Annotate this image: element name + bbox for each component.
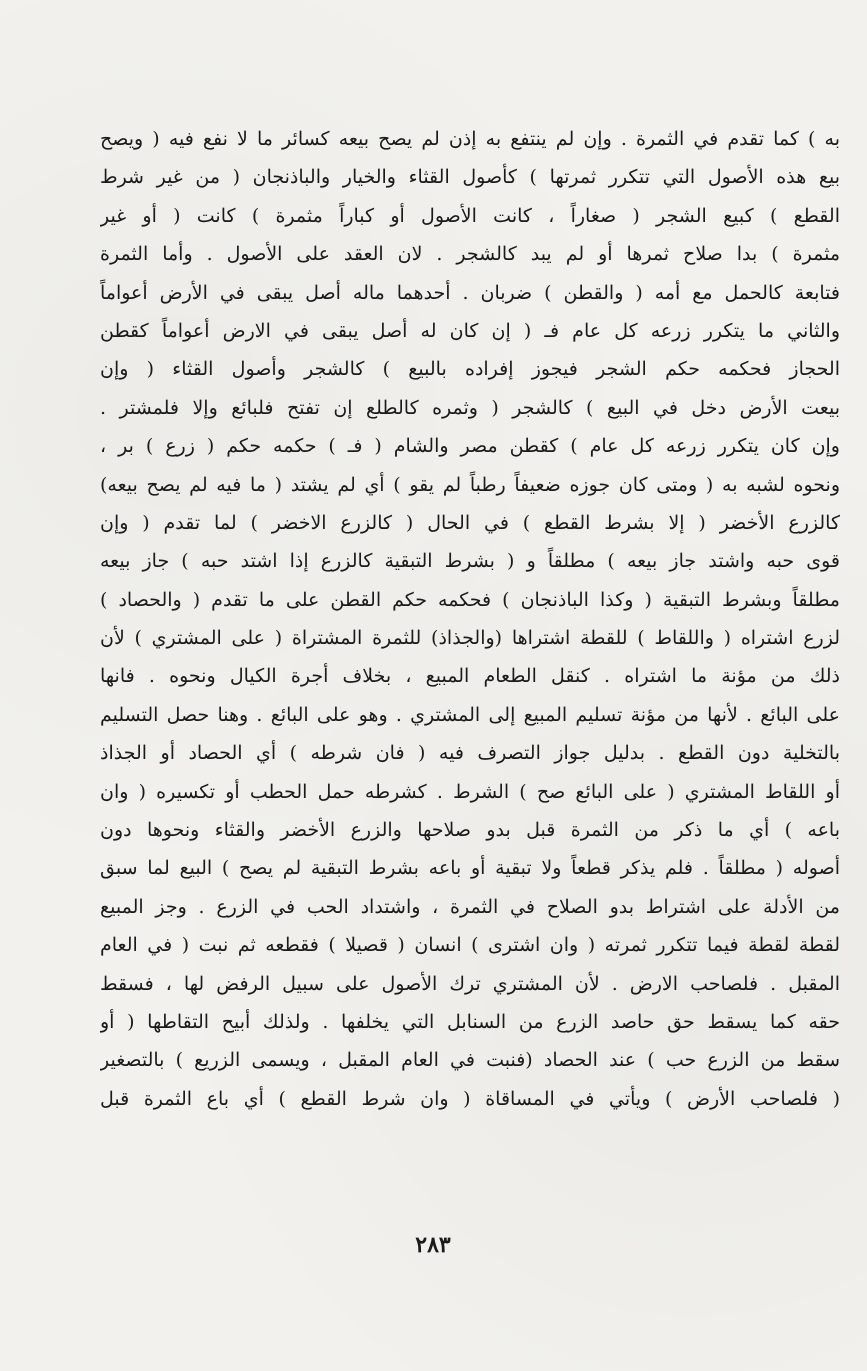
page-number: ٢٨٣	[415, 1232, 451, 1258]
text-line: بالتخلية دون القطع . بدليل جواز التصرف فيه ( فان شرطه ) أي الحصاد أو الجذاذ	[100, 742, 840, 765]
text-line: وإن كان يتكرر زرعه كل عام ) كقطن مصر والشام ( فـ ) حكمه حكم ( زرع ) بر ،	[100, 435, 840, 458]
body-text	[100, 120, 840, 1118]
text-line: من الأدلة على اشتراط بدو الصلاح في الثمرة ، واشتداد الحب في الزرع . وجز المبيع	[100, 895, 840, 918]
text-line: به ) كما تقدم في الثمرة . وإن لم ينتفع به إذن لم يصح بيعه كسائر ما لا نفع فيه ( ويصح	[100, 128, 840, 150]
text-line: حقه كما يسقط حق حاصد الزرع من السنابل التي يخلفها . ولذلك أبيح التقاطها ( أو	[100, 1010, 840, 1033]
text-line: سقط من الزرع حب ) عند الحصاد (فنبت في العام المقبل ، ويسمى الزريع ) بالتصغير	[100, 1049, 840, 1072]
text-line: لقطة لقطة فيما تتكرر ثمرته ( وان اشترى ) انسان ( قصيلا ) فقطعه ثم نبت ( في العام	[100, 934, 840, 957]
text-line: ونحوه لشبه به ( ومتى كان جوزه ضعيفاً رطباً لم يقو ) أي لم يشتد ( ما فيه لم يصح بيعه)	[100, 473, 840, 496]
text-line: الحجاز فحكمه حكم الشجر فيجوز إفراده بالبيع ) كالشجر وأصول القثاء ( وإن	[100, 358, 840, 381]
text-line: أو اللقاط المشتري ( على البائع صح ) الشرط . كشرطه حمل الحطب أو تكسيره ( وان	[100, 780, 840, 803]
text-line: مطلقاً وبشرط التبقية ( وكذا الباذنجان ) فحكمه حكم القطن على ما تقدم ( والحصاد )	[100, 588, 840, 611]
text-line: أصوله ( مطلقاً . فلم يذكر قطعاً ولا تبقية أو باعه بشرط التبقية لم يصح ) البيع لما سبق	[100, 857, 840, 880]
text-line: باعه ) أي ما ذكر من الثمرة قبل بدو صلاحها والزرع الأخضر والقثاء ونحوها دون	[100, 819, 840, 842]
text-line: والثاني ما يتكرر زرعه كل عام فـ ( إن كان له أصل يبقى في الارض أعواماً كقطن	[100, 319, 840, 342]
text-line: مثمرة ) بدا صلاح ثمرها أو لم يبد كالشجر . لان العقد على الأصول . وأما الثمرة	[100, 243, 840, 266]
text-line: ذلك من مؤنة ما اشتراه . كنقل الطعام المبيع ، بخلاف أجرة الكيال ونحوه . فانها	[100, 665, 840, 688]
text-line: بيعت الأرض دخل في البيع ) كالشجر ( وثمره كالطلع إن تفتح فلبائع وإلا فلمشتر .	[100, 396, 840, 419]
text-line: فتابعة كالحمل مع أمه ( والقطن ) ضربان . أحدهما ماله أصل يبقى في الأرض أعواماً	[100, 281, 840, 304]
text-line: ( فلصاحب الأرض ) ويأتي في المساقاة ( وان شرط القطع ) أي باع الثمرة قبل	[100, 1087, 840, 1110]
text-line: بيع هذه الأصول التي تتكرر ثمرتها ) كأصول القثاء والخيار والباذنجان ( من غير شرط	[100, 166, 840, 189]
text-line: على البائع . لأنها من مؤنة تسليم المبيع إلى المشتري . وهو على البائع . وهنا حصل التسليم	[100, 703, 840, 726]
text-line: المقبل . فلصاحب الارض . لأن المشتري ترك الأصول على سبيل الرفض لها ، فسقط	[100, 972, 840, 995]
text-line: كالزرع الأخضر ( إلا بشرط القطع ) في الحال ( كالزرع الاخضر ) لما تقدم ( وإن	[100, 511, 840, 534]
text-line: القطع ) كبيع الشجر ( صغاراً ، كانت الأصول أو كباراً مثمرة ) كانت ( أو غير	[100, 204, 840, 227]
text-line: قوى حبه واشتد جاز بيعه ) مطلقاً و ( بشرط التبقية كالزرع إذا اشتد حبه ) جاز بيعه	[100, 550, 840, 573]
text-line: لزرع اشتراه ( واللقاط ) للقطة اشتراها (والجذاذ) للثمرة المشتراة ( على المشتري ) لأن	[100, 627, 840, 650]
